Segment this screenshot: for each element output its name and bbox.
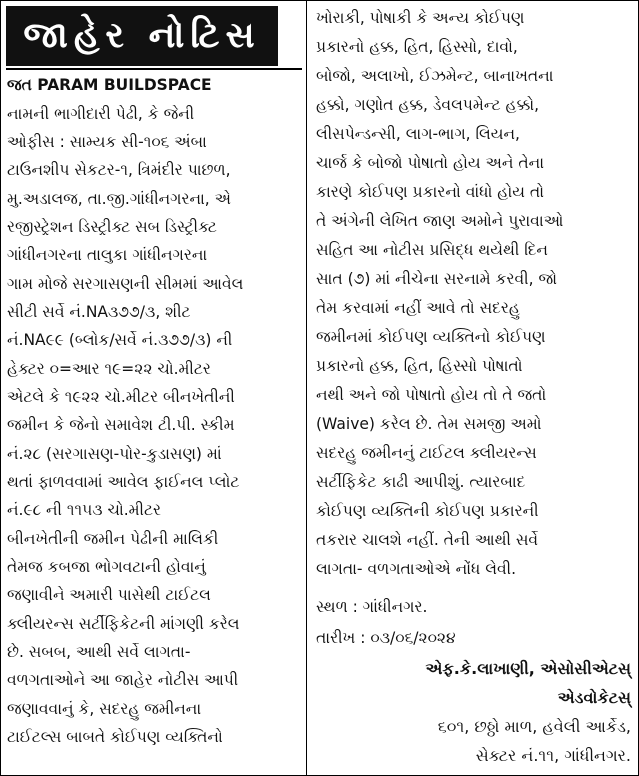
left-line: જણાવીને અમારી પાસેથી ટાઈટલ	[7, 585, 211, 604]
right-line: પ્રકારનો હક્ક, હિત, હિસ્સો, દાવો,	[316, 37, 518, 56]
address-line-1: ૬૦૧, છઠ્ઠો માળ, હવેલી આર્કેડ,	[437, 717, 631, 736]
left-line: વળગતાઓને આ જાહેર નોટીસ આપી	[7, 670, 239, 689]
left-line: ઓફીસ : સામ્યક સી-૧૦૬ અંબા	[7, 132, 207, 151]
notice-date: તારીખ : ૦૩/૦૬/૨૦૨૪	[316, 628, 456, 647]
right-line: ખોરાકી, પોષાકી કે અન્ય કોઈપણ	[316, 8, 525, 27]
right-line: નથી અને જો પોષાતો હોય તો તે જતો	[316, 385, 547, 404]
right-line: હક્કો, ગણોત હક્ક, ડેવલપમેન્ટ હક્કો,	[316, 95, 540, 114]
right-line: સહિત આ નોટીસ પ્રસિદ્ધ થયેથી દિન	[316, 240, 548, 259]
right-line: સર્ટીફિકેટ કાઢી આપીશું. ત્યારબાદ	[316, 472, 526, 491]
right-column	[312, 1, 637, 775]
right-line: તકરાર ચાલશે નહીં. તેની આથી સર્વે	[316, 530, 539, 549]
left-line: ગાંધીનગરના તાલુકા ગાંધીનગરના	[7, 245, 208, 264]
title-underline	[6, 68, 302, 70]
left-line: હેક્ટર ૦=આર ૧૯=૨૨ ચો.મીટર	[7, 359, 211, 378]
right-line: તે અંગેની લેખિત જાણ અમોને પુરાવાઓ	[316, 211, 564, 230]
right-line: ચાર્જ કે બોજો પોષાતો હોય અને તેના	[316, 153, 545, 172]
left-line: બીનખેતીની જમીન પેઢીની માલિકી	[7, 529, 219, 548]
left-line: ટાઈટલ્સ બાબતે કોઈપણ વ્યક્તિનો	[7, 727, 223, 746]
address-line-2: સેક્ટર નં.૧૧, ગાંધીનગર.	[475, 746, 631, 765]
right-line: (Waive) કરેલ છે. તેમ સમજી અમો	[316, 414, 542, 433]
advocate-role: એડવોકેટસ્	[557, 688, 631, 707]
left-line: નામની ભાગીદારી પેઢી, કે જેની	[7, 104, 195, 123]
column-divider	[306, 1, 307, 775]
right-line: લીસપેન્ડન્સી, લાગ-ભાગ, લિયન,	[316, 124, 520, 143]
left-line: મુ.અડાલજ, તા.જી.ગાંધીનગરના, એ	[7, 189, 231, 208]
right-line: કારણે કોઈપણ પ્રકારનો વાંધો હોય તો	[316, 182, 544, 201]
right-line: સાત (૭) માં નીચેના સરનામે કરવી, જો	[316, 269, 558, 288]
advocate-firm: એફ.કે.લાખાણી, એસોસીએટસ્	[425, 659, 631, 678]
left-column	[1, 1, 304, 775]
notice-place: સ્થળ : ગાંધીનગર.	[316, 597, 428, 616]
right-line: તેમ કરવામાં નહીં આવે તો સદરહુ	[316, 298, 520, 317]
left-line: એટલે કે ૧૯૨૨ ચો.મીટર બીનખેતીની	[7, 387, 235, 406]
right-line: સદરહુ જમીનનું ટાઈટલ ક્લીયરન્સ	[316, 443, 537, 462]
left-line: રજીસ્ટ્રેશન ડિસ્ટ્રીક્ટ સબ ડિસ્ટ્રીક્ટ	[7, 217, 217, 236]
right-line: પ્રકારનો હક્ક, હિત, હિસ્સો પોષાતો	[316, 356, 523, 375]
notice-title: જાહેર નોટિસ	[6, 6, 278, 66]
left-line: સીટી સર્વે નં.NA૩૭૭/૩, શીટ	[7, 302, 191, 321]
left-line: નં.NA૯૯ (બ્લોક/સર્વે નં.૩૭૭/૩) ની	[7, 330, 233, 349]
left-line: નં.૯૮ ની ૧૧૫૩ ચો.મીટર	[7, 500, 161, 519]
left-line: છે. સબબ, આથી સર્વે લાગતા-	[7, 642, 191, 661]
right-line: લાગતા- વળગતાઓએ નોંધ લેવી.	[316, 559, 517, 578]
left-line: જત PARAM BUILDSPACE	[7, 75, 212, 94]
left-line: ક્લીયરન્સ સર્ટીફિકેટની માંગણી કરેલ	[7, 614, 240, 633]
left-line: જણાવવાનું કે, સદરહુ જમીનના	[7, 699, 202, 718]
left-line: ટાઉનશીપ સેકટર-૧, ત્રિમંદીર પાછળ,	[7, 160, 231, 179]
left-line: થતાં ફાળવવામાં આવેલ ફાઈનલ પ્લોટ	[7, 472, 240, 491]
left-line: ગામ મોજે સરગાસણની સીમમાં આવેલ	[7, 274, 244, 293]
left-line: જમીન કે જેનો સમાવેશ ટી.પી. સ્કીમ	[7, 415, 235, 434]
right-line: જમીનમાં કોઈપણ વ્યક્તિનો કોઈપણ	[316, 327, 546, 346]
right-line: કોઈપણ વ્યક્તિની કોઈપણ પ્રકારની	[316, 501, 539, 520]
left-line: નં.૨૮ (સરગાસણ-પોર-કુડાસણ) માં	[7, 444, 222, 463]
left-line: તેમજ કબજા ભોગવટાની હોવાનું	[7, 557, 206, 576]
right-line: બોજો, અલાખો, ઈઝમેન્ટ, બાનાખતના	[316, 66, 554, 85]
